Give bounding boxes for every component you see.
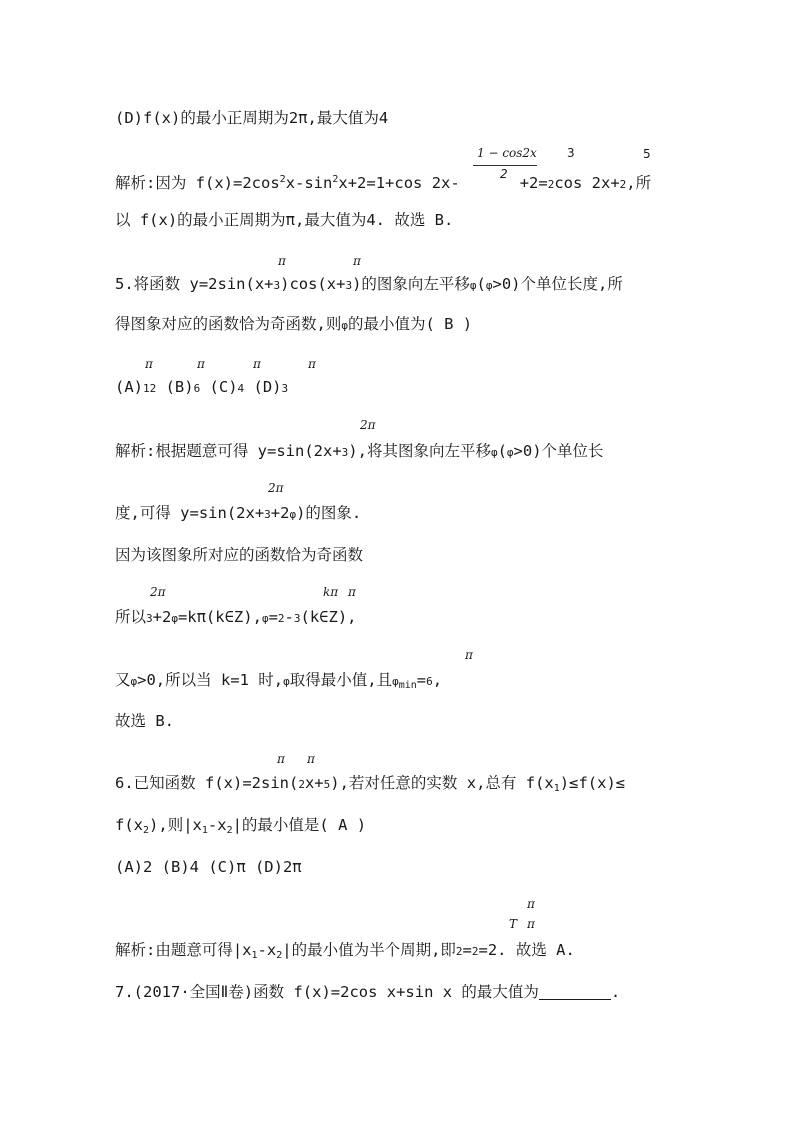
pi-numerator: π [527,897,535,911]
pi-numerator: π [278,254,286,268]
pi-numerator: π [348,585,356,599]
answer-blank[interactable] [539,985,611,1000]
pi-numerator: π [527,917,535,931]
question-6-line-1: 6.已知函数 f(x)=2sin(2x+5),若对任意的实数 x,总有 $f(x_1)\le f(x)\le$ [115,774,626,794]
fraction-denominator: 2 [500,167,508,181]
fraction-numerator: 3 [567,146,575,160]
twopi-numerator: 2π [360,418,376,432]
question-5-line-1: 5.将函数 y=2sin(x+3)cos(x+3)的图象向左平移φ(φ>0)个单位长度,所 [115,275,623,293]
solution-line-2: 以 f(x)的最小正周期为π,最大值为4. 故选 B. [115,211,454,229]
solution-line-1: 解析:因为 $f(x)=2\cos^2x-\sin^2x+2=1+\cos$ 2x- +2=2cos 2x+2,所 [115,174,652,192]
question-6-options: (A)2 (B)4 (C)π (D)2π [115,858,302,876]
pi-numerator: π [145,357,153,371]
solution-5-line-4: 所以3+2φ=kπ(k∈Z),φ=2-3(k∈Z), [115,608,357,626]
fraction-numerator: 1 − cos2x [477,146,537,160]
solution-5-line-5: 又φ>0,所以当 k=1 时,φ取得最小值,且$\varphi_{min}=6$, [115,671,443,691]
twopi-numerator: 2π [150,585,166,599]
solution-5-line-2: 度,可得 y=sin(2x+3+2φ)的图象. [115,504,362,522]
fraction-numerator: 5 [643,147,651,161]
pi-numerator: π [353,254,361,268]
kpi-numerator: kπ [323,585,339,599]
solution-5-line-3: 因为该图象所对应的函数恰为奇函数 [115,546,364,564]
pi-numerator: π [197,357,205,371]
pi-numerator: π [307,752,315,766]
pi-numerator: π [308,357,316,371]
solution-5-conclusion: 故选 B. [115,712,174,730]
solution-6-line-1: 解析:由题意可得$|x_1-x_2|$的最小值为半个周期,即2=2=2. 故选 A. [115,941,575,961]
twopi-numerator: 2π [268,481,284,495]
question-5-line-2: 得图象对应的函数恰为奇函数,则φ的最小值为( B ) [115,315,473,333]
pi-numerator: π [277,752,285,766]
solution-5-line-1: 解析:根据题意可得 y=sin(2x+3),将其图象向左平移φ(φ>0)个单位长 [115,442,604,460]
pi-numerator: π [253,357,261,371]
question-6-line-2: $f(x_2)$,则$|x_1-x_2|$的最小值是( A ) [115,816,367,836]
t-numerator: T [509,917,518,931]
question-7: 7.(2017·全国Ⅱ卷)函数 f(x)=2cos x+sin x 的最大值为 . [115,983,621,1001]
option-d-text: (D)f(x)的最小正周期为2π,最大值为4 [115,109,389,127]
pi-numerator: π [465,648,473,662]
fraction-bar [473,165,537,166]
question-5-options: (A)12 (B)6 (C)4 (D)3 [115,378,289,396]
